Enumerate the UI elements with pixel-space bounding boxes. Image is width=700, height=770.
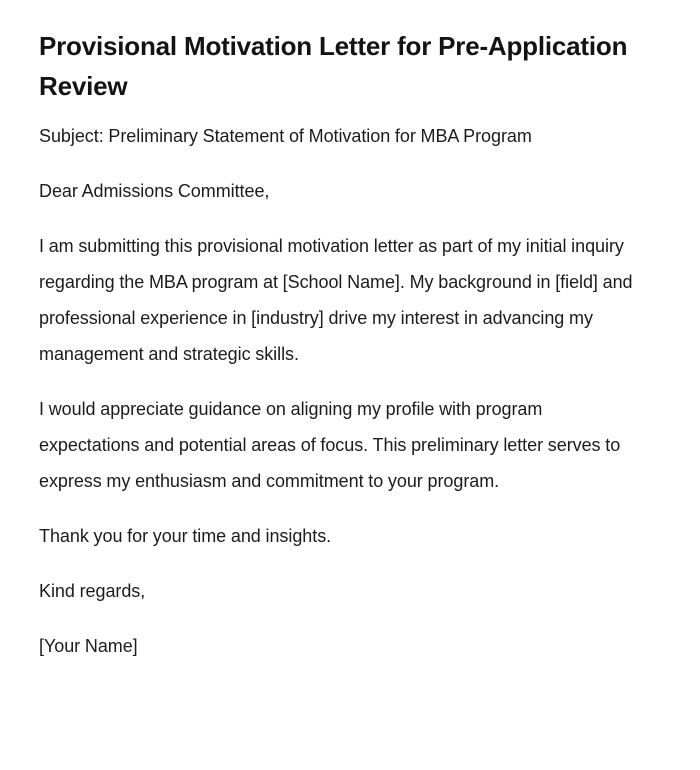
closing-paragraph: Kind regards, [39,581,146,601]
intro-paragraph: I am submitting this provisional motivation letter as part of my initial inquiry regarding the MBA program at [School Name]. My background in [field] and professional experience in [industry] drive my interest in advancing my management and strategic skills. [39,236,633,364]
letter-body [39,118,641,664]
signature-paragraph: [Your Name] [39,636,138,656]
page-title: Provisional Motivation Letter for Pre-Application Review [39,31,628,101]
request-paragraph: I would appreciate guidance on aligning my profile with program expectations and potential areas of focus. This preliminary letter serves to express my enthusiasm and commitment to your program. [39,399,621,491]
subject-line: Subject: Preliminary Statement of Motivation for MBA Program [39,126,532,146]
salutation-paragraph: Dear Admissions Committee, [39,181,270,201]
thanks-paragraph: Thank you for your time and insights. [39,526,332,546]
